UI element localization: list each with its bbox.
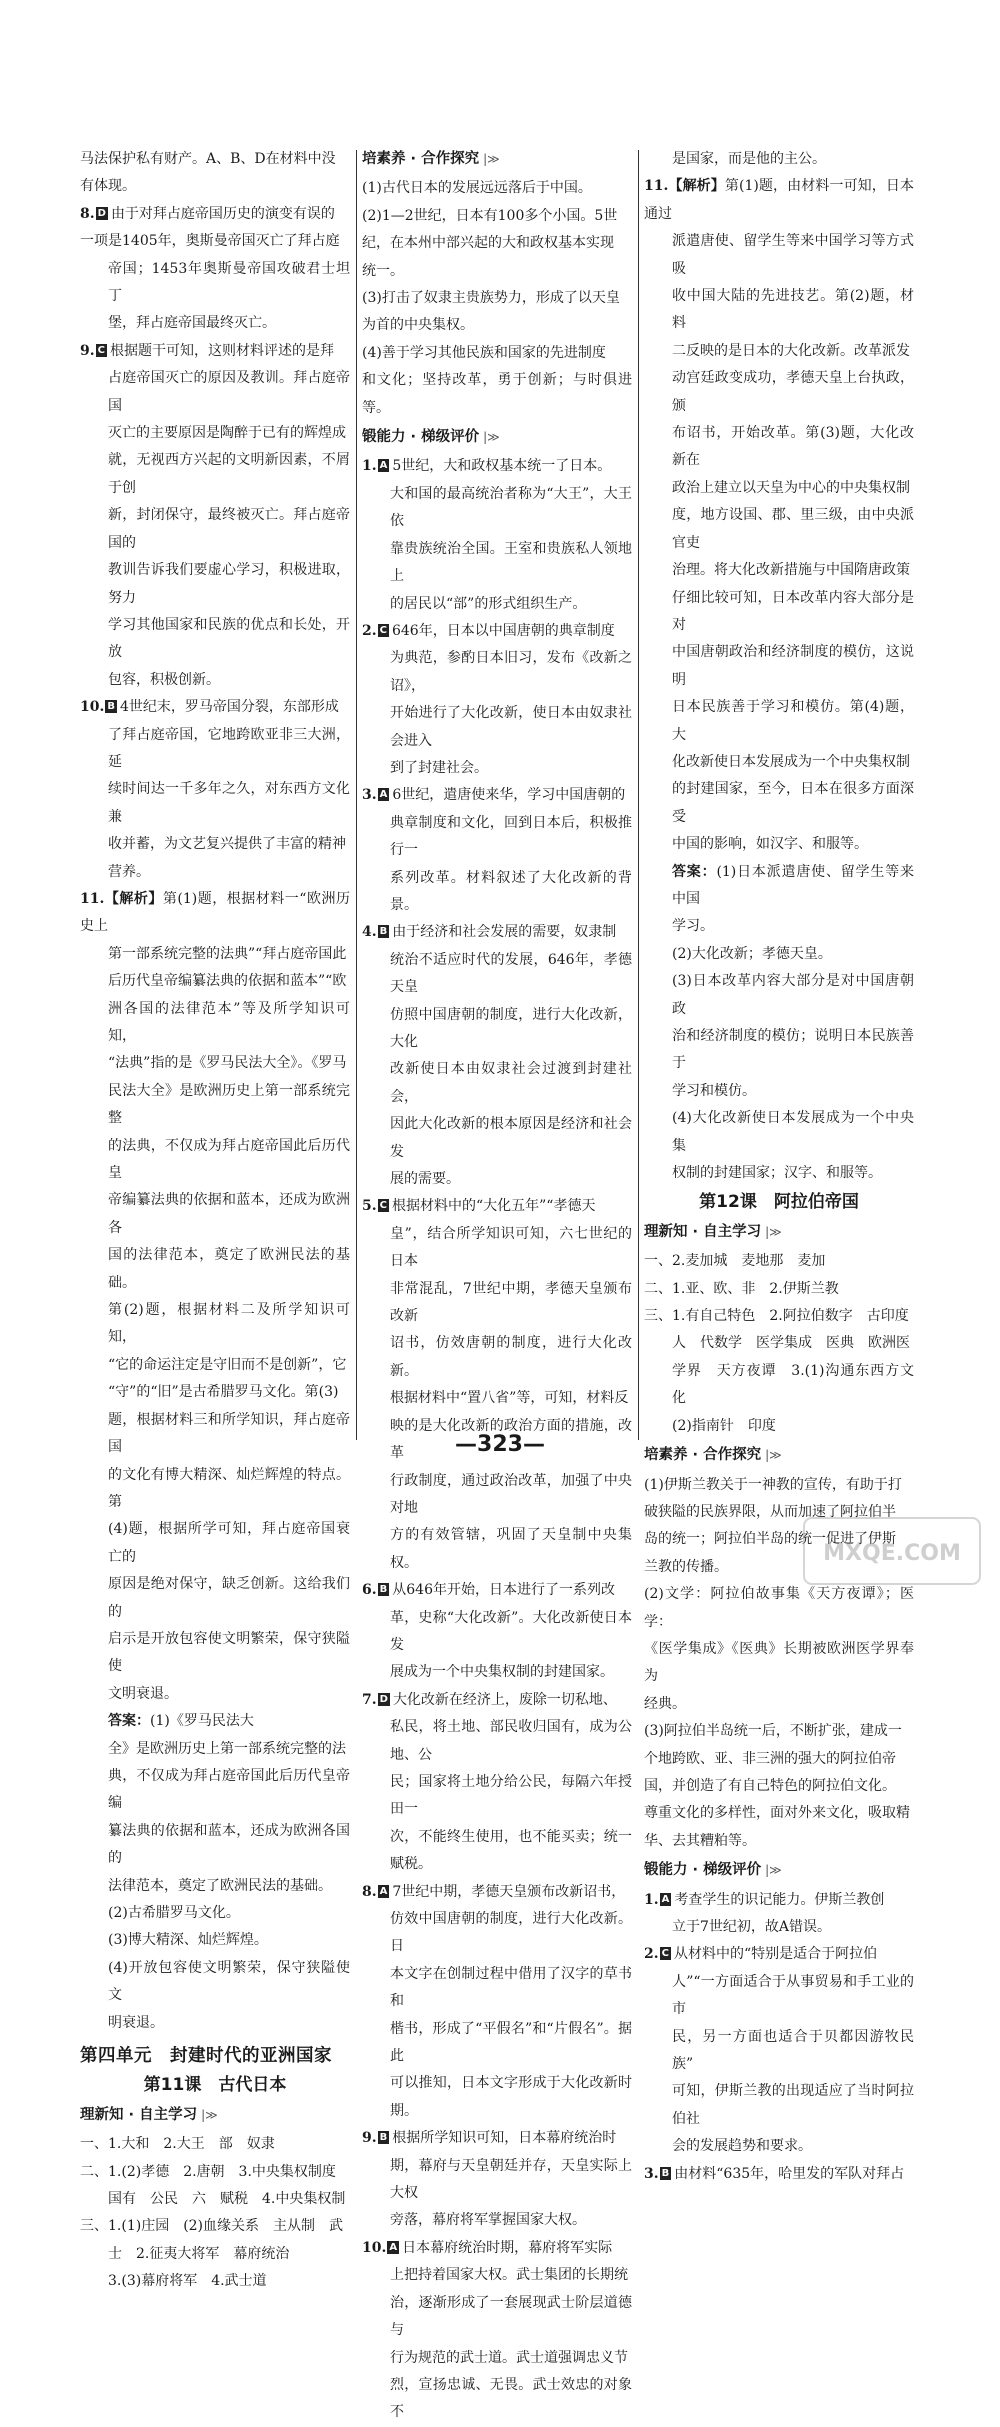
text-line: 私民，将土地、部民收归国有，成为公地、公: [390, 1719, 632, 1763]
text-line: 学习。: [672, 918, 714, 935]
double-arrow-icon: |≫: [765, 1863, 782, 1878]
text-line: 民，另一方面也适合于贝都因游牧民族”: [672, 2028, 914, 2073]
answer-item-8: [80, 201, 350, 338]
text-line: 革，史称“大化改新”。大化改新使日本发: [390, 1609, 632, 1653]
answer-item-11: [644, 173, 914, 1187]
text-line: 旁落，幕府将军掌握国家大权。: [390, 2212, 586, 2229]
answer-item-1: [644, 1887, 914, 1942]
column-divider: [356, 150, 357, 1440]
item-number: 1.: [362, 458, 377, 475]
text-line: 由于对拜占庭帝国历史的演变有误的: [110, 205, 335, 222]
answer-box: C: [97, 344, 105, 356]
text-line: 诏书，仿效唐朝的制度，进行大化改新。: [390, 1335, 632, 1379]
item-number: 11.: [644, 178, 669, 195]
section-title: 培素养 · 合作探究: [362, 151, 480, 167]
answer-box: A: [389, 2241, 398, 2253]
text-line: 洲各国的法律范本”等及所学知识可知，: [108, 1000, 350, 1044]
answer-box: B: [661, 2167, 670, 2179]
text-line: 布诏书，开始改革。第(3)题，大化改新在: [672, 425, 914, 469]
text-line: 第(1)题，根据材料一“欧洲历史上: [80, 890, 350, 935]
section-header: [644, 1442, 914, 1469]
text-line: 大化改新在经济上，废除一切私地、: [392, 1691, 617, 1708]
item-number: 5.: [362, 1198, 377, 1215]
answer-label: 答案：: [672, 863, 717, 880]
text-line: 仿效中国唐朝的制度，进行大化改新。日: [390, 1911, 632, 1955]
text-line: 仿照中国唐朝的制度，进行大化改新，大化: [390, 1006, 632, 1050]
text-line: 人”“一方面适合于从事贸易和手工业的市: [672, 1973, 914, 2018]
text-line: 考查学生的识记能力。伊斯兰教创: [674, 1891, 885, 1908]
text-line: (3)日本改革内容大部分是对中国唐朝政: [672, 973, 914, 1017]
text-line: 学习和模仿。: [672, 1082, 756, 1099]
text-line: 包容，积极创新。: [108, 671, 220, 688]
text-line: 次，不能终生使用，也不能买卖；统一赋税。: [390, 1828, 632, 1873]
answer-item-6: [362, 1577, 632, 1687]
text-line: 兰教的传播。: [644, 1558, 728, 1575]
text-line: 二、1.亚、欧、非 2.伊斯兰教: [644, 1280, 839, 1297]
text-line: 3.(3)幕府将军 4.武士道: [108, 2273, 267, 2290]
text-line: 从646年开始，日本进行了一系列改: [392, 1582, 615, 1599]
section-title: 理新知 · 自主学习: [80, 2106, 198, 2123]
answer-box: A: [379, 1885, 388, 1897]
text-line: 系列改革。材料叙述了大化改新的背景。: [390, 869, 632, 913]
section-title: 锻能力 · 梯级评价: [644, 1862, 762, 1879]
column-left: [80, 146, 350, 2296]
text-line: 明衰退。: [108, 2014, 164, 2031]
text-line: 第(2)题，根据材料二及所学知识可知，: [108, 1302, 350, 1346]
text-line: (3)博大精深、灿烂辉煌。: [108, 1932, 268, 1949]
answer-box: B: [107, 701, 115, 713]
text-line: 典，不仅成为拜占庭帝国此后历代皇帝编: [108, 1767, 350, 1812]
text-line: 本文字在创制过程中借用了汉字的草书和: [390, 1965, 632, 2010]
text-line: 《医学集成》《医典》长期被欧洲医学界奉为: [644, 1640, 914, 1685]
item-number: 3.: [644, 2165, 659, 2182]
answer-box: A: [379, 789, 388, 801]
text-line: 一、2.麦加城 麦地那 麦加: [644, 1253, 826, 1270]
text-line: 民；国家将土地分给公民，每隔六年授田一: [390, 1773, 632, 1818]
answer-box: A: [661, 1893, 670, 1905]
text-line: 由于经济和社会发展的需要，奴隶制: [392, 924, 617, 941]
text-line: 政治上建立以天皇为中心的中央集权制: [672, 479, 910, 496]
text-line: 治和经济制度的模仿；说明日本民族善于: [672, 1028, 914, 1072]
text-line: 和文化；坚持改革，勇于创新；与时俱进等。: [362, 372, 632, 416]
item-number: 8.: [362, 1883, 377, 1900]
text-line: 会的发展趋势和要求。: [672, 2138, 812, 2155]
answer-box: B: [379, 1584, 388, 1596]
text-line: (1)《罗马民法大: [150, 1713, 254, 1730]
text-line: 堡，拜占庭帝国最终灭亡。: [108, 315, 276, 332]
text-line: 马法保护私有财产。A、B、D在材料中没: [80, 151, 336, 167]
answer-box: A: [379, 460, 388, 472]
text-line: 经典。: [644, 1695, 686, 1712]
text-line: 行政制度，通过政治改革，加强了中央对地: [390, 1472, 632, 1516]
text-line: 启示是开放包容使文明繁荣，保守狭隘使: [108, 1630, 350, 1675]
answer-item-2: [362, 618, 632, 782]
text-line: (2)文学：阿拉伯故事集《天方夜谭》；医学：: [644, 1586, 914, 1630]
text-line: 5世纪，大和政权基本统一了日本。: [392, 458, 612, 475]
svg-text:MXQE.COM: MXQE.COM: [823, 1541, 961, 1566]
text-line: 大和国的最高统治者称为“大王”，大王依: [390, 485, 632, 530]
text-line: 烈，宣扬忠诚、无畏。武士效忠的对象不: [390, 2376, 632, 2421]
text-line: 新，封闭保守，最终被灭亡。拜占庭帝国的: [108, 507, 350, 551]
text-line: (1)伊斯兰教关于一神教的宣传，有助于打: [644, 1476, 902, 1493]
item-number: 7.: [362, 1691, 377, 1708]
answer-item-8: [362, 1879, 632, 2126]
text-line: 中国的影响，如汉字、和服等。: [672, 836, 868, 853]
answer-item-9: [80, 338, 350, 694]
text-line: 改新使日本由奴隶社会过渡到封建社会，: [390, 1061, 632, 1105]
text-line: (4)善于学习其他民族和国家的先进制度: [362, 344, 606, 361]
item-number: 2.: [362, 622, 377, 639]
text-line: 国，并创造了有自己特色的阿拉伯文化。: [644, 1777, 896, 1794]
unit-title: 第四单元 封建时代的亚洲国家: [80, 2046, 332, 2067]
section-header: [644, 1857, 914, 1884]
text-line: 展成为一个中央集权制的封建国家。: [390, 1664, 614, 1681]
text-line: 上把持着国家大权。武士集团的长期统: [390, 2267, 628, 2284]
text-line: 行为规范的武士道。武士道强调忠义节: [390, 2349, 628, 2366]
text-line: 占庭帝国灭亡的原因及教训。拜占庭帝国: [108, 370, 350, 414]
text-line: 治，逐渐形成了一套展现武士阶层道德与: [390, 2294, 632, 2339]
text-line: “守”的“旧”是古希腊罗马文化。第(3): [108, 1384, 339, 1401]
text-line: (3)打击了奴隶主贵族势力，形成了以天皇: [362, 290, 620, 307]
item-number: 11.: [80, 890, 105, 907]
text-line: 帝编纂法典的依据和蓝本，还成为欧洲各: [108, 1192, 350, 1236]
text-line: 纪，在本州中部兴起的大和政权基本实现: [362, 235, 614, 252]
text-line: “法典”指的是《罗马民法大全》。《罗马: [108, 1055, 347, 1072]
text-line: 统一。: [362, 262, 404, 279]
text-line: 靠贵族统治全国。王室和贵族私人领地上: [390, 540, 632, 585]
text-line: 原因是绝对保守，缺乏创新。这给我们的: [108, 1576, 350, 1620]
text-line: 三、1.(1)庄园 (2)血缘关系 主从制 武: [80, 2218, 344, 2235]
answer-item-10: [80, 694, 350, 886]
text-line: 统治不适应时代的发展，646年，孝德天皇: [390, 951, 632, 996]
text-line: 根据材料中“置八省”等，可知，材料反: [390, 1390, 629, 1407]
text-line: 华、去其糟粕等。: [644, 1832, 756, 1849]
text-line: 度，地方设国、郡、里三级，由中央派官吏: [672, 507, 914, 551]
text-line: 开始进行了大化改新，使日本由奴隶社会进入: [390, 705, 632, 749]
text-line: 展的需要。: [390, 1171, 460, 1188]
double-arrow-icon: |≫: [765, 1448, 782, 1463]
text-line: 收中国大陆的先进技艺。第(2)题，材料: [672, 288, 914, 332]
lesson-title: 第12课 阿拉伯帝国: [699, 1192, 859, 1213]
analysis-tag: 【解析】: [668, 178, 725, 195]
item-number: 2.: [644, 1946, 659, 1963]
section-header: [80, 2102, 350, 2129]
answer-item-1: [362, 453, 632, 617]
text-line: 日本民族善于学习和模仿。第(4)题，大: [672, 699, 914, 743]
text-line: 有体现。: [80, 178, 136, 195]
lesson-title: 第11课 古代日本: [143, 2075, 287, 2096]
text-line: 7世纪中期，孝德天皇颁布改新诏书，: [392, 1883, 626, 1900]
text-line: 尊重文化的多样性，面对外来文化，吸取精: [644, 1805, 910, 1822]
text-line: 日本幕府统治时期，幕府将军实际: [402, 2239, 613, 2256]
text-line: 一、1.大和 2.大王 部 奴隶: [80, 2136, 275, 2153]
analysis-tag: 【解析】: [104, 890, 163, 907]
text-line: 士 2.征夷大将军 幕府统治: [108, 2245, 290, 2262]
text-line: 由材料“635年，哈里发的军队对拜占: [674, 2165, 905, 2182]
text-line: 个地跨欧、亚、非三洲的强大的阿拉伯帝: [644, 1750, 896, 1767]
answer-label: 答案：: [108, 1713, 150, 1730]
section-title: 培素养 · 合作探究: [644, 1447, 762, 1464]
text-line: 后历代皇帝编纂法典的依据和蓝本”“欧: [108, 973, 347, 990]
text-line: 法律范本，奠定了欧洲民法的基础。: [108, 1877, 332, 1894]
text-line: 岛的统一；阿拉伯半岛的统一促进了伊斯: [644, 1531, 896, 1548]
text-line: 方的有效管辖，巩固了天皇制中央集权。: [390, 1527, 632, 1571]
text-line: 是国家，而是他的主公。: [672, 151, 826, 167]
answer-item-3: [362, 782, 632, 919]
text-line: 的封建国家，至今，日本在很多方面深受: [672, 781, 914, 825]
text-line: (2)1—2世纪，日本有100多个小国。5世: [362, 207, 618, 224]
answer-box: C: [379, 624, 387, 636]
item-number: 8.: [80, 205, 95, 222]
double-arrow-icon: |≫: [765, 1224, 782, 1239]
answer-item-3: [644, 2161, 914, 2188]
section-title: 锻能力 · 梯级评价: [362, 429, 480, 446]
answer-item-10: [362, 2235, 632, 2427]
text-line: 可以推知，日本文字形成于大化改新时期。: [390, 2075, 632, 2119]
item-number: 6.: [362, 1582, 377, 1599]
text-line: 治理。将大化改新措施与中国隋唐政策: [672, 562, 910, 579]
text-line: 中国唐朝政治和经济制度的模仿，这说明: [672, 644, 914, 688]
text-line: 营养。: [108, 863, 150, 880]
text-line: 第一部系统完整的法典”“拜占庭帝国此: [108, 945, 347, 962]
column-divider: [638, 150, 639, 1440]
double-arrow-icon: |≫: [483, 152, 500, 166]
text-line: 根据所学知识可知，日本幕府统治时: [392, 2130, 617, 2147]
text-line: 纂法典的依据和蓝本，还成为欧洲各国的: [108, 1822, 350, 1867]
text-line: 一项是1405年，奥斯曼帝国灭亡了拜占庭: [80, 233, 340, 250]
text-line: 就，无视西方兴起的文明新因素，不屑于创: [108, 452, 350, 496]
answer-item-7: [362, 1687, 632, 1879]
section-header: [362, 424, 632, 451]
text-line: 教训告诉我们要虚心学习，积极进取，努力: [108, 562, 350, 606]
text-line: 民法大全》是欧洲历史上第一部系统完整: [108, 1082, 350, 1127]
answer-item-9: [362, 2125, 632, 2235]
text-line: 4世纪末，罗马帝国分裂，东部形成: [119, 699, 339, 716]
column-middle: [362, 146, 632, 2427]
text-line: 楷书，形成了“平假名”和“片假名”。据此: [390, 2020, 632, 2065]
item-number: 4.: [362, 924, 377, 941]
text-line: 映的是大化改新的政治方面的措施，改革: [390, 1417, 632, 1462]
text-line: 为典范，参酌日本旧习，发布《改新之诏》，: [390, 650, 632, 694]
text-line: (1)日本派遣唐使、留学生等来中国: [672, 863, 914, 907]
item-number: 9.: [362, 2130, 377, 2147]
answer-box: B: [379, 2132, 388, 2144]
text-line: 化改新使日本发展成为一个中央集权制: [672, 753, 910, 770]
text-line: (1)古代日本的发展远远落后于中国。: [362, 180, 592, 197]
answer-box: D: [379, 1693, 388, 1705]
answer-item-4: [362, 919, 632, 1193]
text-line: 的文化有博大精深、灿烂辉煌的特点。第: [108, 1466, 350, 1510]
text-line: 国的法律范本，奠定了欧洲民法的基础。: [108, 1247, 350, 1291]
text-line: 派遣唐使、留学生等来中国学习等方式吸: [672, 233, 914, 277]
text-line: 了拜占庭帝国，它地跨欧亚非三大洲，延: [108, 726, 350, 770]
text-line: 的居民以“部”的形式组织生产。: [390, 595, 587, 612]
text-line: (4)题，根据所学可知，拜占庭帝国衰亡的: [108, 1521, 350, 1565]
text-line: 动宫廷政变成功，孝德天皇上台执政，颁: [672, 370, 914, 414]
text-line: 权制的封建国家；汉字、和服等。: [672, 1165, 882, 1182]
answer-item-2: [644, 1941, 914, 2160]
section-header: [362, 146, 632, 173]
text-line: 续时间达一千多年之久，对东西方文化兼: [108, 781, 350, 825]
text-line: 二反映的是日本的大化改新。改革派发: [672, 342, 910, 359]
text-line: 灭亡的主要原因是陶醉于已有的辉煌成: [108, 425, 346, 442]
text-line: 646年，日本以中国唐朝的典章制度: [391, 622, 615, 639]
item-number: 9.: [80, 342, 95, 359]
text-line: 帝国；1453年奥斯曼帝国攻破君士坦丁: [108, 260, 350, 305]
section-header: [644, 1219, 914, 1246]
answer-item-11: [80, 886, 350, 2037]
text-line: (4)开放包容使文明繁荣，保守狭隘使文: [108, 1959, 350, 2004]
answer-box: C: [661, 1948, 669, 1960]
text-line: (2)古希腊罗马文化。: [108, 1905, 240, 1921]
text-line: 皇”，结合所学知识可知，六七世纪的日本: [390, 1225, 632, 1270]
answer-box: D: [97, 207, 106, 219]
answer-item-5: [362, 1193, 632, 1577]
text-line: 典章制度和文化，回到日本后，积极推行一: [390, 814, 632, 859]
text-line: 为首的中央集权。: [362, 317, 474, 334]
item-number: 10.: [80, 699, 105, 716]
text-line: 期，幕府与天皇朝廷并存，天皇实际上大权: [390, 2157, 632, 2202]
item-number: 10.: [362, 2239, 387, 2256]
text-line: 根据题干可知，这则材料评述的是拜: [109, 342, 334, 359]
text-line: 从材料中的“特别是适合于阿拉伯: [673, 1946, 878, 1963]
page-number: —323—: [455, 1432, 545, 1457]
text-line: 到了封建社会。: [390, 759, 488, 776]
text-line: 二、1.(2)孝德 2.唐朝 3.中央集权制度: [80, 2163, 336, 2180]
text-line: 题，根据材料三和所学知识，拜占庭帝国: [108, 1411, 350, 1456]
text-line: 破狭隘的民族界限，从而加速了阿拉伯半: [644, 1503, 896, 1520]
text-line: 全》是欧洲历史上第一部系统完整的法: [108, 1740, 346, 1757]
column-right: [644, 146, 914, 2188]
text-line: 人 代数学 医学集成 医典 欧洲医: [672, 1335, 910, 1352]
text-line: “它的命运注定是守旧而不是创新”，它: [108, 1356, 347, 1373]
text-line: (2)指南针 印度: [672, 1417, 776, 1434]
watermark-logo: [802, 1516, 982, 1586]
double-arrow-icon: |≫: [201, 2107, 218, 2122]
text-line: 国有 公民 六 赋税 4.中央集权制: [108, 2191, 346, 2208]
text-line: (3)阿拉伯半岛统一后，不断扩张，建成一: [644, 1723, 902, 1740]
text-line: 的法典，不仅成为拜占庭帝国此后历代皇: [108, 1137, 350, 1182]
text-line: 收并蓄，为文艺复兴提供了丰富的精神: [108, 836, 346, 853]
text-line: 仔细比较可知，日本改革内容大部分是对: [672, 589, 914, 633]
text-line: 可知，伊斯兰教的出现适应了当时阿拉伯社: [672, 2083, 914, 2127]
text-line: 因此大化改新的根本原因是经济和社会发: [390, 1116, 632, 1160]
answer-box: C: [379, 1200, 387, 1212]
item-number: 3.: [362, 787, 377, 804]
double-arrow-icon: |≫: [483, 430, 500, 445]
text-line: 6世纪，遣唐使来华，学习中国唐朝的: [392, 787, 626, 804]
text-line: (4)大化改新使日本发展成为一个中央集: [672, 1110, 914, 1154]
text-line: 根据材料中的“大化五年”“孝德天: [391, 1198, 596, 1215]
text-line: 文明衰退。: [108, 1685, 178, 1702]
section-title: 理新知 · 自主学习: [644, 1223, 762, 1240]
text-line: 非常混乱，7世纪中期，孝德天皇颁布改新: [390, 1280, 632, 1325]
text-line: 学界 天方夜谭 3.(1)沟通东西方文化: [672, 1362, 914, 1407]
text-line: 三、1.有自己特色 2.阿拉伯数字 古印度: [644, 1308, 909, 1325]
text-line: 立于7世纪初，故A错误。: [672, 1919, 832, 1935]
text-line: 第(1)题，由材料一可知，日本通过: [644, 178, 914, 222]
text-line: (2)大化改新；孝德天皇。: [672, 945, 832, 962]
answer-box: B: [379, 926, 388, 938]
text-line: 学习其他国家和民族的优点和长处，开放: [108, 616, 350, 661]
item-number: 1.: [644, 1891, 659, 1908]
